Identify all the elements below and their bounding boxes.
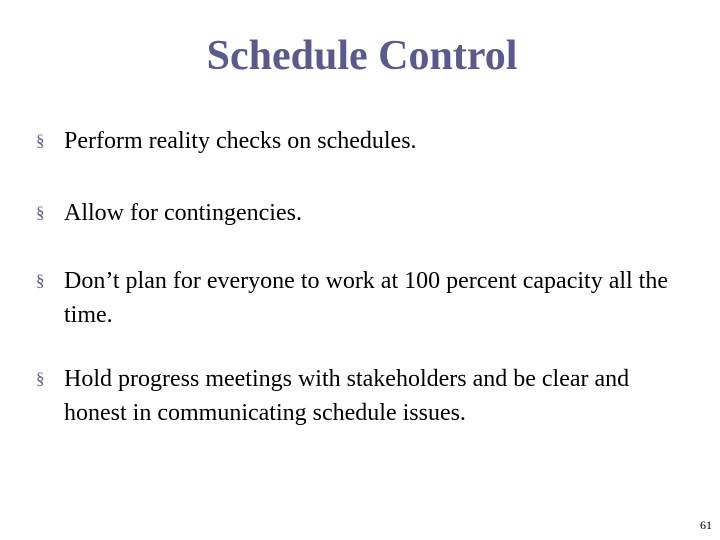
bullet-item — [36, 124, 696, 158]
bullet-text: Allow for contingencies. — [64, 200, 302, 226]
bullet-item — [36, 362, 696, 430]
bullet-marker-icon: § — [36, 131, 45, 150]
bullet-item — [36, 196, 696, 230]
bullet-marker-icon: § — [36, 369, 45, 388]
bullet-text: Hold progress meetings with stakeholders and be clear and honest in communicating schedule issues. — [64, 366, 630, 426]
bullet-item — [36, 264, 696, 332]
bullet-marker-icon: § — [36, 203, 45, 222]
slide-title: Schedule Control — [206, 33, 518, 79]
page-number: 61 — [700, 518, 712, 532]
bullet-text: Perform reality checks on schedules. — [64, 128, 417, 154]
bullet-list — [36, 124, 696, 430]
bullet-marker-icon: § — [36, 271, 45, 290]
bullet-text: Don’t plan for everyone to work at 100 percent capacity all the time. — [64, 268, 668, 328]
